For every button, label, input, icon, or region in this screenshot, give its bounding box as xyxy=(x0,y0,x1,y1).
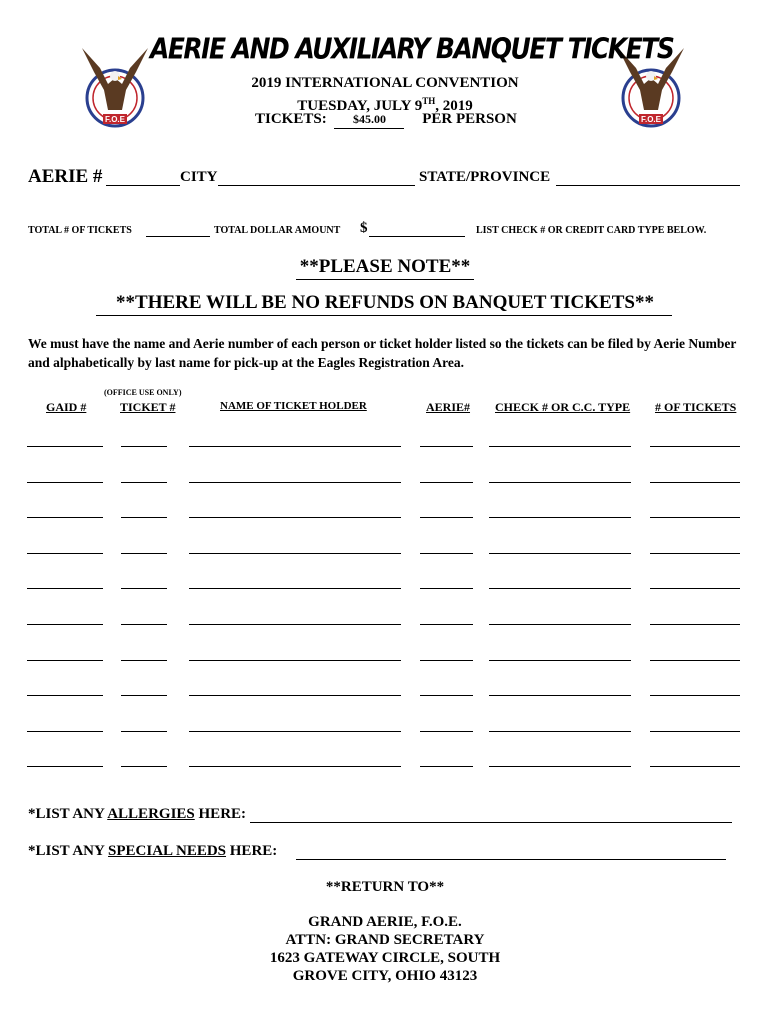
aerie-input[interactable] xyxy=(420,553,473,554)
ticket-input[interactable] xyxy=(121,517,167,518)
check-input[interactable] xyxy=(489,588,631,589)
date-prefix: TUESDAY, JULY 9 xyxy=(297,98,423,114)
page-title: AERIE AND AUXILIARY BANQUET TICKETS xyxy=(150,31,674,66)
num-tickets-input[interactable] xyxy=(650,624,740,625)
instructions-text: We must have the name and Aerie number of each person or ticket holder listed so the tickets can be filed by Aerie Number and alphabetically by last name for pick-up at the Eagles Registration Area. xyxy=(28,336,737,370)
dollar-sign: $ xyxy=(360,220,368,236)
return-address xyxy=(0,913,770,985)
col-num-tickets: # OF TICKETS xyxy=(655,400,737,414)
tickets-line xyxy=(255,110,517,129)
special-needs-keyword: SPECIAL NEEDS xyxy=(108,843,227,859)
total-dollar-input[interactable] xyxy=(369,236,465,237)
ticket-input[interactable] xyxy=(121,446,167,447)
name-input[interactable] xyxy=(189,660,401,661)
address-line: 1623 GATEWAY CIRCLE, SOUTH xyxy=(269,950,501,966)
check-input[interactable] xyxy=(489,660,631,661)
aerie-input[interactable] xyxy=(420,446,473,447)
ticket-input[interactable] xyxy=(121,624,167,625)
check-input[interactable] xyxy=(489,553,631,554)
ticket-input[interactable] xyxy=(121,766,167,767)
gaid-input[interactable] xyxy=(27,446,103,447)
eagle-logo-left-icon xyxy=(78,38,152,130)
gaid-input[interactable] xyxy=(27,588,103,589)
aerie-input[interactable] xyxy=(420,624,473,625)
gaid-input[interactable] xyxy=(27,766,103,767)
allergies-keyword: ALLERGIES xyxy=(107,806,195,822)
name-input[interactable] xyxy=(189,517,401,518)
check-input[interactable] xyxy=(489,695,631,696)
name-input[interactable] xyxy=(189,553,401,554)
aerie-input[interactable] xyxy=(420,482,473,483)
convention-line: 2019 INTERNATIONAL CONVENTION xyxy=(251,75,519,91)
num-tickets-input[interactable] xyxy=(650,731,740,732)
aerie-input[interactable] xyxy=(420,660,473,661)
address-line: ATTN: GRAND SECRETARY xyxy=(285,932,485,948)
city-label: CITY xyxy=(180,169,218,185)
check-input[interactable] xyxy=(489,731,631,732)
state-label: STATE/PROVINCE xyxy=(419,169,551,185)
col-gaid: GAID # xyxy=(46,400,87,414)
num-tickets-input[interactable] xyxy=(650,588,740,589)
return-to-label: **RETURN TO** xyxy=(325,879,445,895)
total-tickets-input[interactable] xyxy=(146,236,210,237)
aerie-input[interactable] xyxy=(420,517,473,518)
special-needs-suffix: HERE: xyxy=(226,843,278,859)
logo-text: F.O.E xyxy=(640,115,662,124)
allergies-prefix: *LIST ANY xyxy=(28,806,108,822)
check-input[interactable] xyxy=(489,624,631,625)
name-input[interactable] xyxy=(189,624,401,625)
check-input[interactable] xyxy=(489,517,631,518)
date-sup: TH xyxy=(422,96,436,106)
aerie-input[interactable] xyxy=(420,731,473,732)
ticket-input[interactable] xyxy=(121,588,167,589)
gaid-input[interactable] xyxy=(27,660,103,661)
ticket-input[interactable] xyxy=(121,695,167,696)
no-refunds-note: **THERE WILL BE NO REFUNDS ON BANQUET TICKETS** xyxy=(116,292,654,313)
check-input[interactable] xyxy=(489,446,631,447)
total-dollar-label: TOTAL DOLLAR AMOUNT xyxy=(214,225,341,236)
col-name: NAME OF TICKET HOLDER xyxy=(220,400,367,412)
state-input[interactable] xyxy=(556,185,740,186)
num-tickets-input[interactable] xyxy=(650,553,740,554)
name-input[interactable] xyxy=(189,482,401,483)
num-tickets-input[interactable] xyxy=(650,695,740,696)
tickets-price: $45.00 xyxy=(334,110,404,129)
logo-text: F.O.E xyxy=(104,115,126,124)
ticket-input[interactable] xyxy=(121,482,167,483)
gaid-input[interactable] xyxy=(27,482,103,483)
name-input[interactable] xyxy=(189,695,401,696)
please-note-underline xyxy=(296,279,474,280)
total-tickets-label: TOTAL # OF TICKETS xyxy=(28,225,132,236)
no-refunds-underline xyxy=(96,315,672,316)
address-line: GROVE CITY, OHIO 43123 xyxy=(292,968,478,984)
gaid-input[interactable] xyxy=(27,624,103,625)
tickets-label: TICKETS: xyxy=(255,111,327,127)
date-suffix: , 2019 xyxy=(435,98,473,114)
allergies-input[interactable] xyxy=(250,822,732,823)
special-needs-input[interactable] xyxy=(296,859,726,860)
ticket-input[interactable] xyxy=(121,731,167,732)
aerie-label: AERIE # xyxy=(28,166,103,187)
ticket-input[interactable] xyxy=(121,660,167,661)
num-tickets-input[interactable] xyxy=(650,660,740,661)
address-line: GRAND AERIE, F.O.E. xyxy=(308,914,462,930)
num-tickets-input[interactable] xyxy=(650,446,740,447)
num-tickets-input[interactable] xyxy=(650,517,740,518)
num-tickets-input[interactable] xyxy=(650,482,740,483)
num-tickets-input[interactable] xyxy=(650,766,740,767)
office-use-label: (OFFICE USE ONLY) xyxy=(104,388,182,397)
gaid-input[interactable] xyxy=(27,553,103,554)
col-aerie: AERIE# xyxy=(426,400,471,414)
name-input[interactable] xyxy=(189,731,401,732)
city-input[interactable] xyxy=(218,185,415,186)
allergies-label xyxy=(28,806,246,823)
ticket-input[interactable] xyxy=(121,553,167,554)
please-note: **PLEASE NOTE** xyxy=(299,256,471,277)
check-input[interactable] xyxy=(489,766,631,767)
aerie-input[interactable] xyxy=(420,588,473,589)
check-input[interactable] xyxy=(489,482,631,483)
special-needs-label xyxy=(28,843,277,860)
name-input[interactable] xyxy=(189,766,401,767)
col-check: CHECK # OR C.C. TYPE xyxy=(495,400,631,414)
name-input[interactable] xyxy=(189,588,401,589)
gaid-input[interactable] xyxy=(27,695,103,696)
col-ticket: TICKET # xyxy=(120,400,176,414)
allergies-suffix: HERE: xyxy=(194,806,247,822)
list-check-label: LIST CHECK # OR CREDIT CARD TYPE BELOW. xyxy=(476,225,707,236)
aerie-input[interactable] xyxy=(420,766,473,767)
per-person-label: PER PERSON xyxy=(422,111,517,127)
gaid-input[interactable] xyxy=(27,731,103,732)
name-input[interactable] xyxy=(189,446,401,447)
gaid-input[interactable] xyxy=(27,517,103,518)
aerie-input[interactable] xyxy=(420,695,473,696)
aerie-input[interactable] xyxy=(106,185,180,186)
special-needs-prefix: *LIST ANY xyxy=(28,843,109,859)
